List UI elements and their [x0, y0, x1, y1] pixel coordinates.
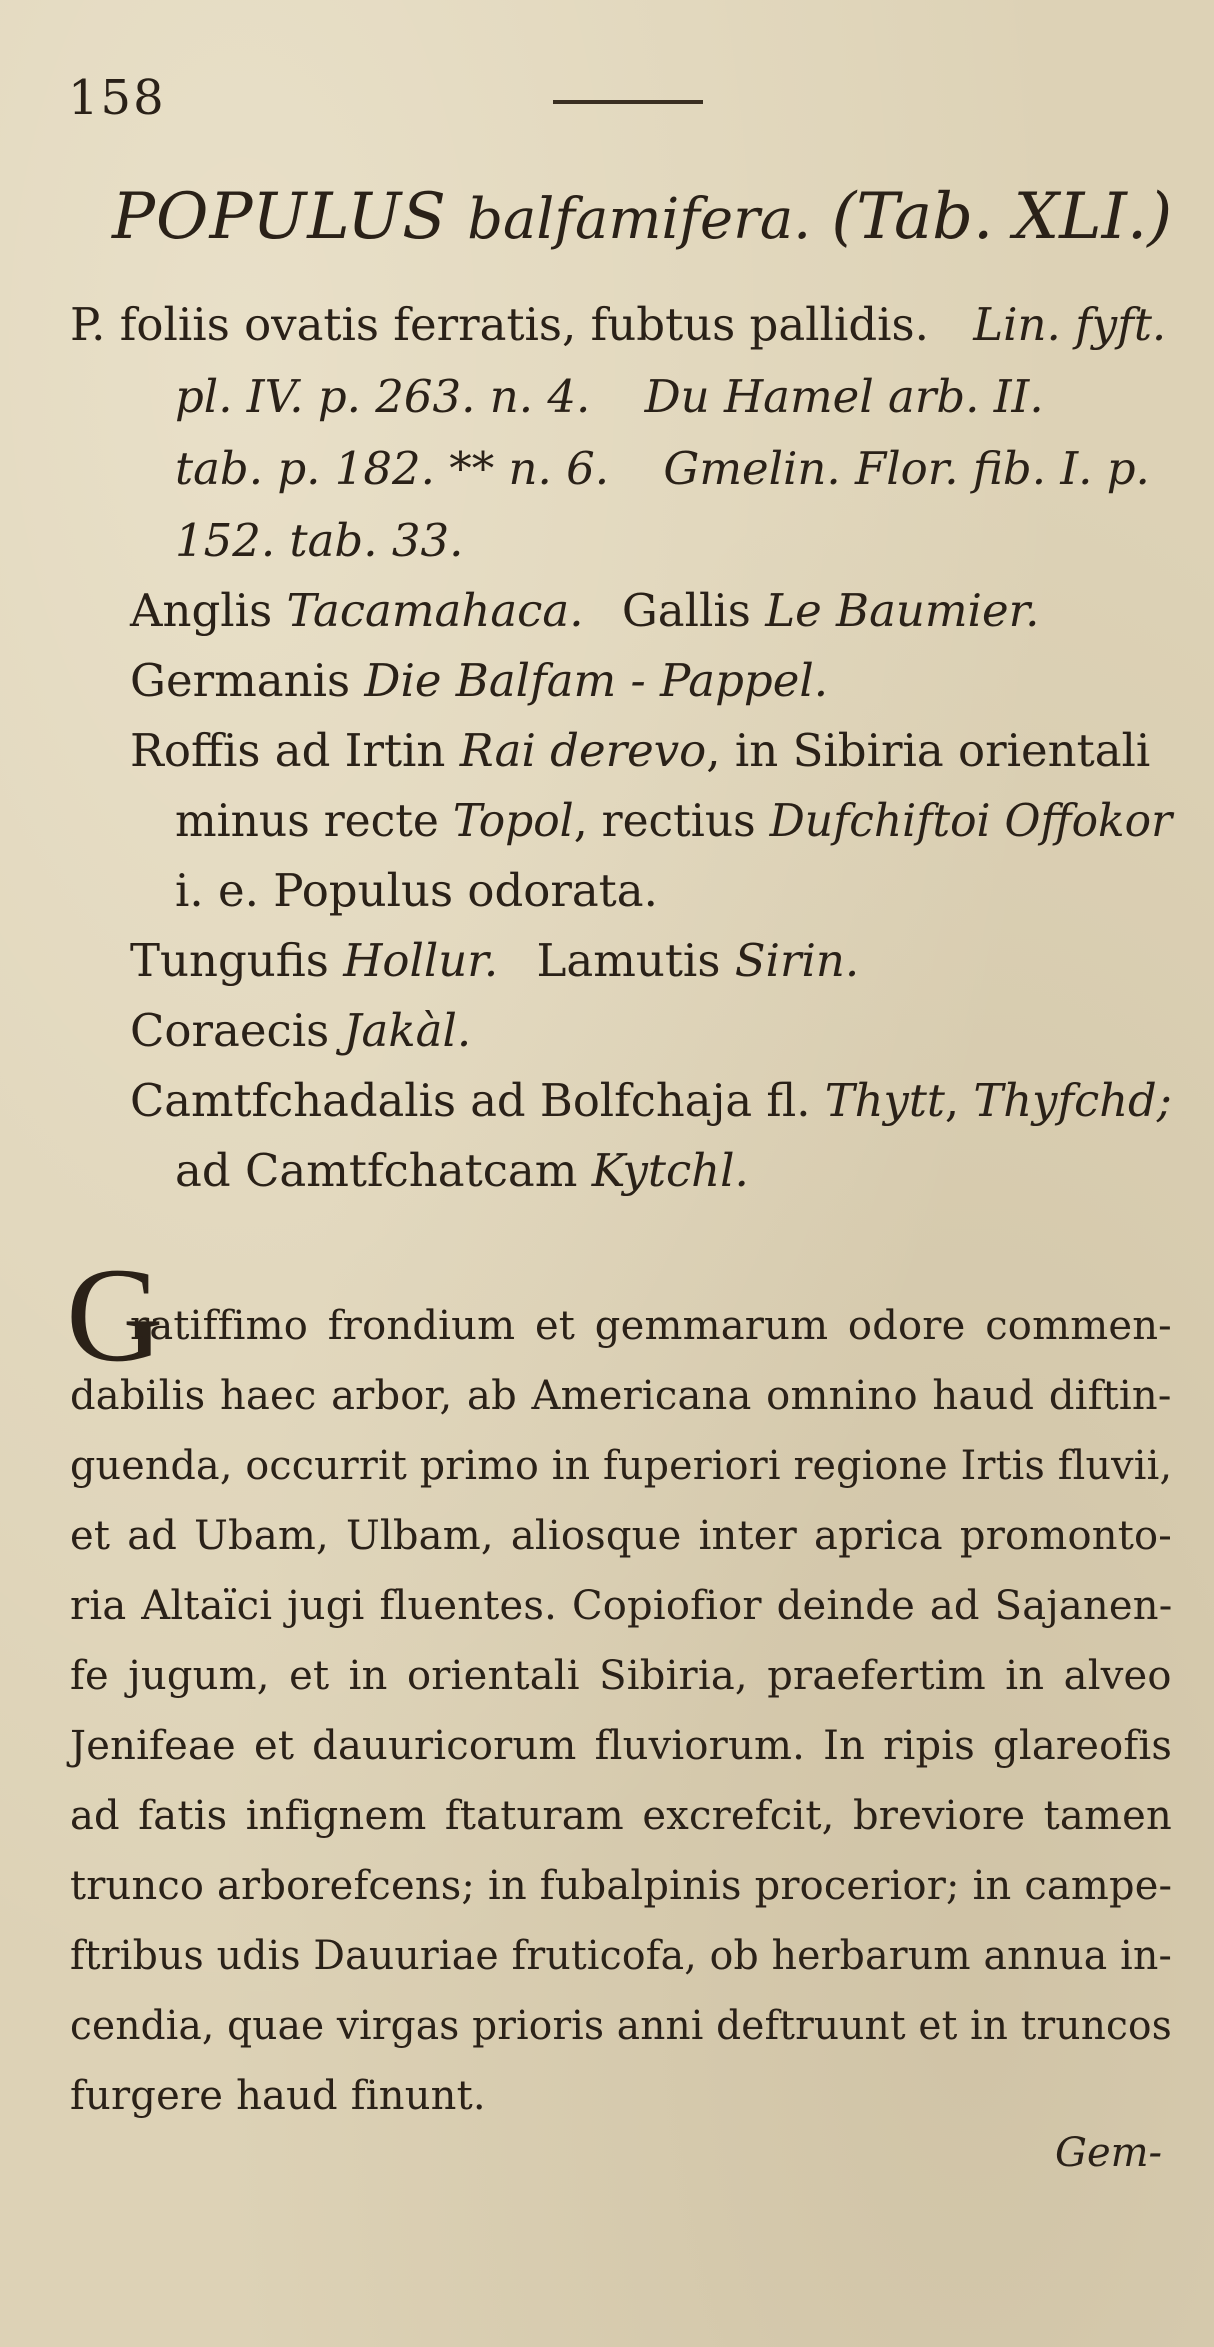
vernacular-label: ad Camtfchatcam [175, 1144, 578, 1197]
vernacular-name: Dufchiftoi Offokor [769, 794, 1173, 847]
body-line: et ad Ubam, Ulbam, aliosque inter aprica promonto- [70, 1513, 1172, 1559]
vernacular-line-2 [130, 654, 828, 707]
vernacular-name: Kytchl. [591, 1144, 749, 1197]
synonymy-citation: pl. IV. p. 263. n. 4. [175, 370, 591, 423]
vernacular-name: Sirin. [734, 934, 860, 987]
synonymy-citation: Du Hamel arb. II. [644, 370, 1044, 423]
synonymy-text: P. foliis ovatis ferratis, fubtus pallidis. [70, 298, 929, 351]
header-rule [553, 100, 703, 104]
vernacular-name: Thyfchd; [973, 1074, 1172, 1127]
drop-cap: G [66, 1241, 164, 1390]
vernacular-name: Tacamahaca. [286, 584, 584, 637]
vernacular-label: Lamutis [536, 934, 721, 987]
body-line: furgere haud finunt. [70, 2073, 486, 2119]
vernacular-text: i. e. Populus odorata. [175, 864, 658, 917]
synonymy-line-4 [175, 514, 463, 567]
title-species: balfamifera. [467, 187, 811, 252]
vernacular-line-3 [130, 724, 1150, 777]
vernacular-label: minus recte [175, 794, 439, 847]
synonymy-line-1 [70, 298, 1166, 351]
synonymy-citation: 152. tab. 33. [175, 514, 464, 567]
synonymy-line-2 [175, 370, 1044, 423]
body-line: ad fatis infignem ftaturam excrefcit, breviore tamen [70, 1793, 1172, 1839]
vernacular-name: Thytt [824, 1074, 945, 1127]
title-genus: POPULUS [112, 180, 447, 254]
vernacular-line-4 [175, 794, 1172, 847]
species-title [112, 180, 1172, 254]
vernacular-text: , [944, 1074, 960, 1127]
page-number: 158 [68, 70, 166, 126]
synonymy-line-3 [175, 442, 1150, 495]
body-line: trunco arborefcens; in fubalpinis procerior; in campe- [70, 1863, 1173, 1909]
vernacular-name: Die Balfam - Pappel. [364, 654, 829, 707]
title-plate: (Tab. XLI.) [831, 180, 1173, 254]
vernacular-line-8 [130, 1074, 1172, 1127]
vernacular-label: Coraecis [130, 1004, 330, 1057]
vernacular-line-7 [130, 1004, 471, 1057]
vernacular-name: Topol [452, 794, 574, 847]
vernacular-line-1 [130, 584, 1039, 637]
vernacular-name: Le Baumier. [765, 584, 1040, 637]
vernacular-name: Rai derevo [459, 724, 707, 777]
vernacular-label: Roffis ad Irtin [130, 724, 446, 777]
vernacular-text: , in Sibiria orientali [706, 724, 1151, 777]
body-line: ria Altaïci jugi fluentes. Copiofior deinde ad Sajanen- [70, 1583, 1173, 1629]
vernacular-label: Camtfchadalis ad Bolfchaja fl. [130, 1074, 811, 1127]
body-line: ratiffimo frondium et gemmarum odore commen- [130, 1303, 1172, 1349]
vernacular-name: Hollur. [343, 934, 499, 987]
vernacular-label: Germanis [130, 654, 351, 707]
body-line: guenda, occurrit primo in fuperiori regione Irtis fluvii, [70, 1443, 1173, 1489]
vernacular-name: Jakàl. [343, 1004, 472, 1057]
synonymy-citation: Lin. fyft. [973, 298, 1167, 351]
synonymy-citation: Gmelin. Flor. fib. I. p. [663, 442, 1150, 495]
vernacular-line-6 [130, 934, 859, 987]
vernacular-label: Anglis [130, 584, 273, 637]
synonymy-citation: tab. p. 182. ** n. 6. [175, 442, 610, 495]
body-line: fe jugum, et in orientali Sibiria, praefertim in alveo [70, 1653, 1172, 1699]
vernacular-text: , rectius [573, 794, 756, 847]
body-line: Jenifeae et dauuricorum fluviorum. In ripis glareofis [70, 1723, 1173, 1769]
body-line: dabilis haec arbor, ab Americana omnino haud diftin- [70, 1373, 1172, 1419]
body-line: ftribus udis Dauuriae fruticofa, ob herbarum annua in- [70, 1933, 1172, 1979]
vernacular-line-5 [175, 864, 658, 917]
body-line: cendia, quae virgas prioris anni deftruunt et in truncos [70, 2003, 1172, 2049]
vernacular-line-9 [175, 1144, 749, 1197]
vernacular-label: Gallis [621, 584, 751, 637]
vernacular-label: Tungufis [130, 934, 329, 987]
catchword: Gem- [1055, 2130, 1163, 2176]
